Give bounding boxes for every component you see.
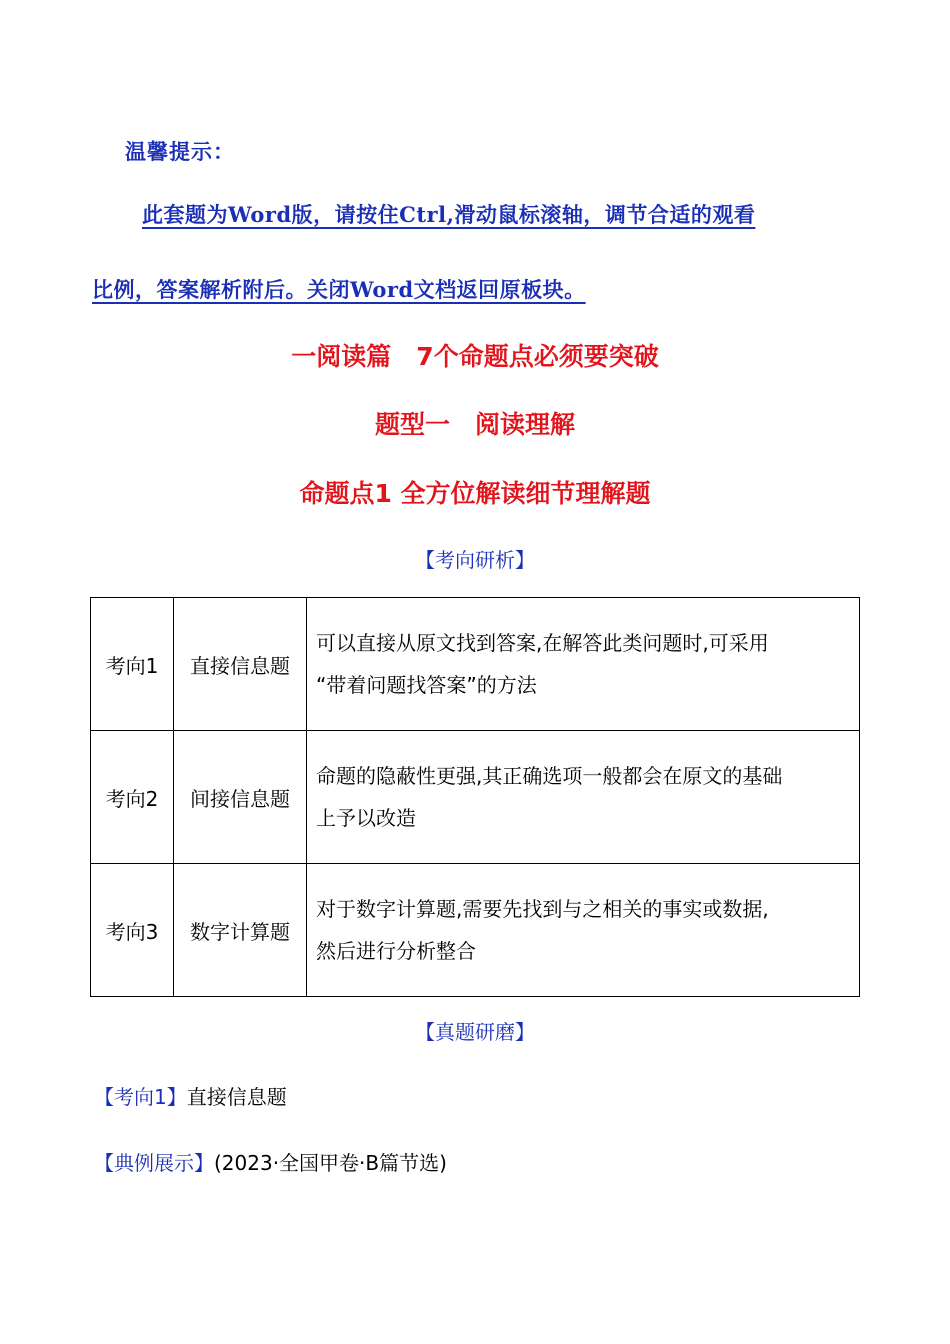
- type-cell: 数字计算题: [174, 864, 307, 997]
- direction-tag-label: 【考向1】: [94, 1085, 187, 1109]
- table-row: [91, 731, 860, 864]
- direction-cell: 考向1: [91, 598, 174, 731]
- description-line: 然后进行分析整合: [316, 939, 476, 963]
- direction-table: [90, 597, 860, 997]
- type-cell: 直接信息题: [174, 598, 307, 731]
- description-cell: [307, 864, 860, 997]
- topic-point-heading: 命题点1 全方位解读细节理解题: [299, 479, 651, 508]
- table-row: [91, 598, 860, 731]
- description-line: 可以直接从原文找到答案,在解答此类问题时,可采用: [316, 631, 769, 655]
- question-type-heading: 题型一 阅读理解: [374, 410, 575, 439]
- description-line: 上予以改造: [316, 806, 416, 830]
- direction-cell: 考向2: [91, 731, 174, 864]
- direction-tag-line: [94, 1081, 287, 1110]
- description-line: 命题的隐蔽性更强,其正确选项一般都会在原文的基础: [316, 764, 783, 788]
- main-heading: 一阅读篇 7个命题点必须要突破: [291, 342, 659, 371]
- example-tag-text: (2023·全国甲卷·B篇节选): [214, 1151, 447, 1175]
- example-tag-label: 【典例展示】: [94, 1151, 214, 1175]
- type-cell: 间接信息题: [174, 731, 307, 864]
- description-cell: [307, 731, 860, 864]
- description-line: 对于数字计算题,需要先找到与之相关的事实或数据,: [316, 897, 769, 921]
- tip-line-1: 此套题为Word版，请按住Ctrl,滑动鼠标滚轴，调节合适的观看: [142, 202, 756, 227]
- direction-tag-text: 直接信息题: [186, 1085, 287, 1109]
- section-analysis-label: 【考向研析】: [415, 548, 535, 572]
- tip-title: 温馨提示：: [125, 139, 235, 164]
- table-row: [91, 864, 860, 997]
- tip-line-2: 比例，答案解析附后。关闭Word文档返回原板块。: [92, 277, 586, 302]
- description-line: “带着问题找答案”的方法: [316, 673, 537, 697]
- direction-cell: 考向3: [91, 864, 174, 997]
- example-tag-line: [94, 1147, 447, 1176]
- section-practice-label: 【真题研磨】: [415, 1020, 535, 1044]
- description-cell: [307, 598, 860, 731]
